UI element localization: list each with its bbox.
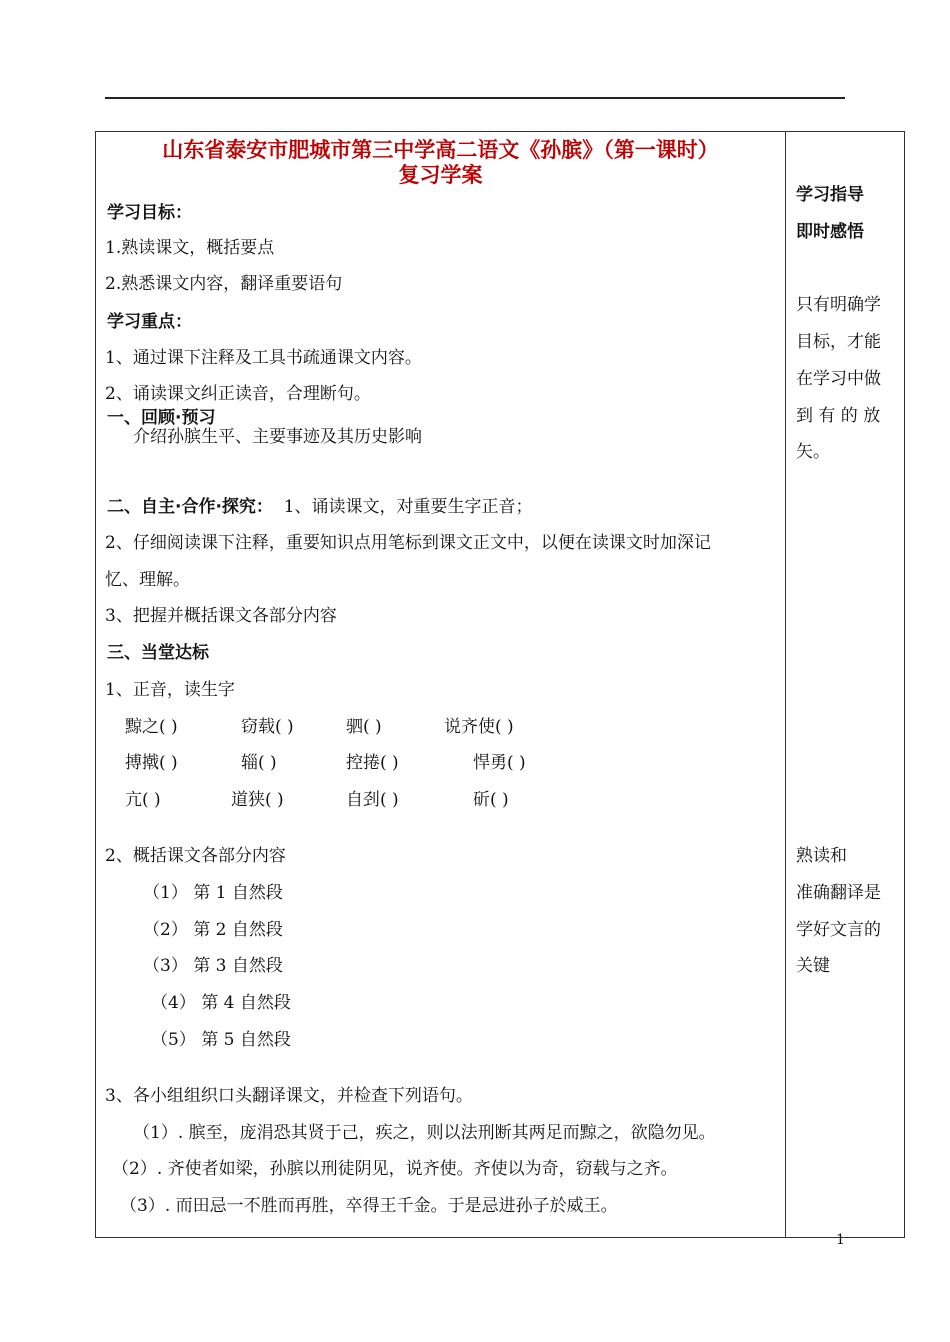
explore-heading: 二、自主·合作·探究： xyxy=(107,497,273,517)
worksheet-table xyxy=(95,131,905,1238)
sidebar-note-line: 准确翻译是 xyxy=(796,883,881,903)
pron-cell: 悍勇( ) xyxy=(473,753,526,773)
test-item: 2、概括课文各部分内容 xyxy=(105,846,286,866)
pron-cell: 自刭( ) xyxy=(346,790,399,810)
para-item: （1） 第 1 自然段 xyxy=(143,883,283,903)
key-item: 1、通过课下注释及工具书疏通课文内容。 xyxy=(105,348,422,368)
test-item: 3、各小组组织口头翻译课文，并检查下列语句。 xyxy=(105,1086,473,1106)
explore-item: 1、诵读课文，对重要生字正音； xyxy=(283,497,533,517)
pron-cell: 控捲( ) xyxy=(346,753,399,773)
key-item: 2、诵读课文纠正读音，合理断句。 xyxy=(105,384,371,404)
key-heading: 学习重点： xyxy=(107,312,192,332)
sidebar-note-line: 矢。 xyxy=(796,442,830,462)
sidebar-note-line: 关键 xyxy=(796,956,830,976)
goal-item: 2.熟悉课文内容，翻译重要语句 xyxy=(105,274,343,294)
sidebar-note-line: 只有明确学 xyxy=(796,295,881,315)
doc-title-line-2: 复习学案 xyxy=(398,163,483,187)
pron-cell: 道狭( ) xyxy=(231,790,284,810)
goal-heading: 学习目标： xyxy=(107,203,192,223)
pron-cell: 驷( ) xyxy=(346,717,382,737)
sidebar-heading: 学习指导 xyxy=(796,185,864,205)
para-item: （2） 第 2 自然段 xyxy=(143,920,283,940)
test-item: 1、正音，读生字 xyxy=(105,680,235,700)
sidebar-heading: 即时感悟 xyxy=(796,222,864,242)
pron-cell: 亢( ) xyxy=(125,790,161,810)
para-item: （5） 第 5 自然段 xyxy=(151,1030,291,1050)
page-number: 1 xyxy=(836,1232,845,1248)
explore-item: 忆、理解。 xyxy=(105,570,190,590)
column-divider xyxy=(785,132,786,1237)
header-rule xyxy=(105,97,845,99)
explore-item: 3、把握并概括课文各部分内容 xyxy=(105,606,337,626)
sidebar-note-line: 在学习中做 xyxy=(796,369,881,389)
pron-cell: 说齐使( ) xyxy=(444,717,514,737)
sidebar-note-line: 熟读和 xyxy=(796,846,847,866)
explore-line xyxy=(107,497,533,517)
pron-cell: 斫( ) xyxy=(473,790,509,810)
sidebar-note-line: 目标，才能 xyxy=(796,332,881,352)
para-item: （3） 第 3 自然段 xyxy=(143,956,283,976)
sentence-item: （3）. 而田忌一不胜而再胜，卒得王千金。于是忌进孙子於威王。 xyxy=(120,1196,618,1216)
sentence-item: （1）. 膑至，庞涓恐其贤于己，疾之，则以法刑断其两足而黥之，欲隐勿见。 xyxy=(133,1123,716,1143)
explore-item: 2、仔细阅读课下注释，重要知识点用笔标到课文正文中，以便在读课文时加深记 xyxy=(105,533,711,553)
pron-cell: 窃载( ) xyxy=(241,717,294,737)
pron-cell: 搏撠( ) xyxy=(125,753,178,773)
sidebar-note-line: 学好文言的 xyxy=(796,920,881,940)
doc-title-line-1: 山东省泰安市肥城市第三中学高二语文《孙膑》（第一课时） xyxy=(162,138,719,162)
pron-cell: 黥之( ) xyxy=(125,717,178,737)
review-heading: 一、回顾·预习 xyxy=(107,408,216,428)
sidebar-note-line: 到 有 的 放 xyxy=(796,406,881,426)
test-heading: 三、当堂达标 xyxy=(107,643,209,663)
review-text: 介绍孙膑生平、主要事迹及其历史影响 xyxy=(133,427,422,447)
para-item: （4） 第 4 自然段 xyxy=(151,993,291,1013)
pron-cell: 辎( ) xyxy=(241,753,277,773)
sentence-item: （2）. 齐使者如梁，孙膑以刑徒阴见，说齐使。齐使以为奇，窃载与之齐。 xyxy=(112,1159,678,1179)
goal-item: 1.熟读课文，概括要点 xyxy=(105,238,275,258)
